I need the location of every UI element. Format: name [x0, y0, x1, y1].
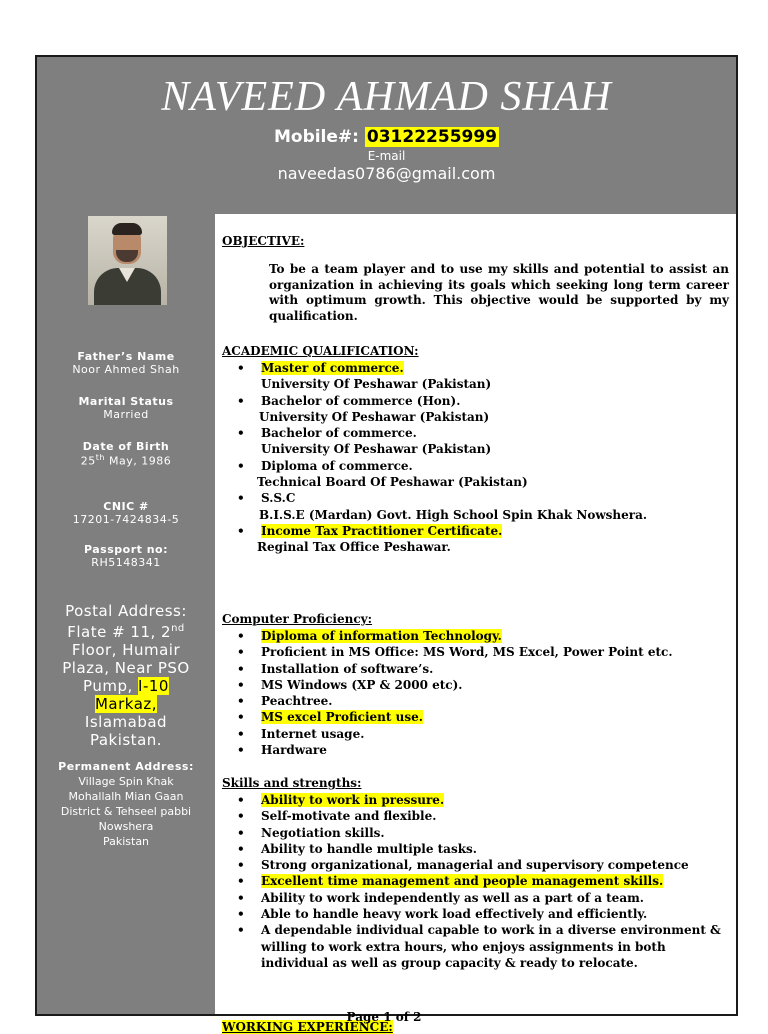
dob-value: 25th May, 1986 [80, 453, 172, 468]
header [37, 57, 736, 214]
perm-label: Permanent Address: [58, 760, 194, 773]
list-item: • Negotiation skills. [237, 825, 385, 840]
academic-heading: ACADEMIC QUALIFICATION: [222, 344, 419, 358]
cnic-block [37, 500, 215, 526]
list-item: • A dependable individual capable to work in a diverse environment & willing to work extra hours, who enjoys assignments in both individual as well as group capacity & ready to relocate. [237, 923, 721, 970]
sidebar [37, 214, 215, 1014]
marital-label: Marital Status [78, 395, 174, 408]
marital-value: Married [103, 408, 149, 421]
list-item: • MS Windows (XP & 2000 etc). [237, 677, 463, 692]
list-item: • Able to handle heavy work load effectively and efficiently. [237, 907, 648, 922]
mobile-line [37, 127, 736, 147]
postal-address: Postal Address: Flate # 11, 2nd Floor, Humair Plaza, Near PSO Pump, I-10 Markaz, Islamabad Pakistan. [62, 602, 190, 749]
list-item: • Master of commerce. University Of Peshawar (Pakistan) [237, 361, 492, 392]
list-item: • Bachelor of commerce. University Of Peshawar (Pakistan) [237, 426, 492, 457]
dob-block [37, 440, 215, 468]
list-item: • Peachtree. [237, 694, 333, 709]
passport-label: Passport no: [83, 543, 168, 556]
list-item: • Strong organizational, managerial and supervisory competence [237, 858, 689, 873]
list-item: • Internet usage. [237, 726, 365, 741]
list-item: • Ability to handle multiple tasks. [237, 841, 477, 856]
list-item: • Income Tax Practitioner Certificate. Reginal Tax Office Peshawar. [237, 523, 503, 555]
mobile-label: Mobile#: [273, 127, 365, 147]
list-item: • Self-motivate and flexible. [237, 809, 437, 824]
passport-block [37, 543, 215, 569]
list-item: • Diploma of commerce. Technical Board Of Peshawar (Pakistan) [237, 458, 528, 490]
list-item: • MS excel Proficient use. [237, 710, 423, 725]
list-item: • Excellent time management and people management skills. [237, 874, 664, 889]
objective-heading: OBJECTIVE: [222, 234, 305, 248]
cnic-label: CNIC # [103, 500, 149, 513]
father-value: Noor Ahmed Shah [72, 363, 180, 376]
email-address: naveedas0786@gmail.com [277, 164, 496, 183]
permanent-address: Permanent Address: Village Spin Khak Mohallalh Mian Gaan District & Tehseel pabbi Nowshera Pakistan [37, 759, 215, 849]
cnic-value: 17201-7424834-5 [72, 513, 180, 526]
objective-text: To be a team player and to use my skills and potential to assist an organization in achieving its goals which seeking long term career with optimum growth. This objective would be supported by my qualification. [269, 262, 729, 323]
list-item: • Installation of software’s. [237, 661, 434, 676]
father-block [37, 350, 215, 376]
candidate-name: NAVEED AHMAD SHAH [161, 74, 612, 120]
father-label: Father’s Name [77, 350, 175, 363]
page-number: Page 1 of 2 [346, 1010, 422, 1024]
academic-list [215, 360, 730, 556]
skills-list [215, 792, 730, 971]
experience-heading: WORKING EXPERIENCE: [222, 1020, 393, 1034]
dob-label: Date of Birth [82, 440, 170, 453]
marital-block [37, 395, 215, 421]
list-item: • Hardware [237, 743, 327, 758]
computer-list [215, 628, 730, 758]
list-item: • Bachelor of commerce (Hon). University Of Peshawar (Pakistan) [237, 393, 490, 424]
profile-photo [88, 216, 167, 305]
list-item: • Ability to work independently as well as a part of a team. [237, 890, 644, 905]
email-label: E-mail [367, 149, 406, 163]
list-item: • Proficient in MS Office: MS Word, MS Excel, Power Point etc. [237, 645, 673, 660]
list-item: • Ability to work in pressure. [237, 793, 445, 807]
computer-heading: Computer Proficiency: [222, 612, 373, 626]
skills-heading: Skills and strengths: [222, 776, 362, 790]
list-item: • S.S.C B.I.S.E (Mardan) Govt. High School Spin Khak Nowshera. [237, 491, 648, 522]
mobile-number: 03122255999 [366, 127, 498, 147]
list-item: • Diploma of information Technology. [237, 629, 502, 643]
passport-value: RH5148341 [91, 556, 161, 569]
